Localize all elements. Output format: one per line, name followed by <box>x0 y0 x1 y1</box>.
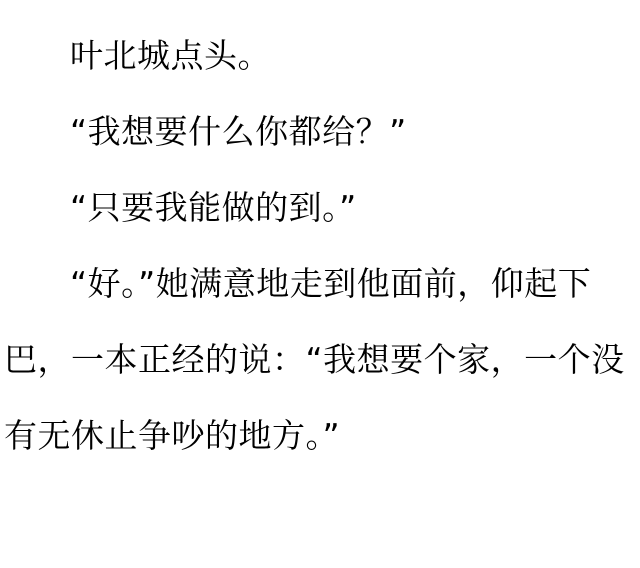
paragraph-3: “只要我能做的到。” <box>70 188 357 227</box>
paragraph-4: “好。”她满意地走到他面前，仰起下巴，一本正经的说：“我想要个家，一个没有无休止争吵的地方。” <box>4 264 625 455</box>
document-text-body <box>4 18 636 474</box>
paragraph-2: “我想要什么你都给？” <box>70 112 407 151</box>
paragraph-1: 叶北城点头。 <box>70 36 271 75</box>
